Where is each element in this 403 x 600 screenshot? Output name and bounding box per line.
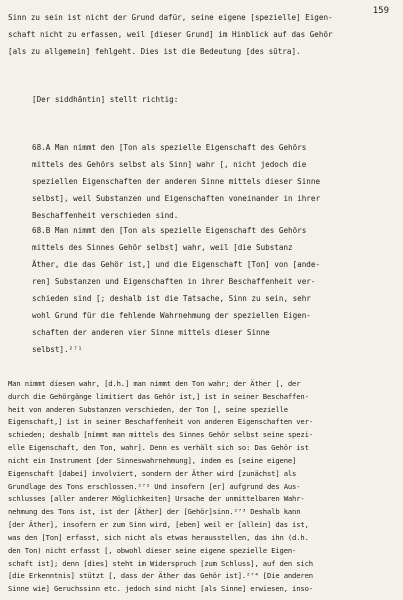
text-line: Beschaffenheit verschieden sind. <box>32 211 179 220</box>
text-line: Sinne wie] Geruchssinn etc. jedoch sind nicht [als Sinne] erwiesen, inso- <box>8 584 313 594</box>
text-line: elle Eigenschaft, den Ton, wahr]. Denn es verhält sich so: Das Gehör ist <box>8 443 309 453</box>
text-line: schieden sind [; deshalb ist die Tatsache, Sinn zu sein, sehr <box>32 294 311 303</box>
text-line: nicht ein Instrument [der Sinneswahrnehmung], indem es [seine eigene] <box>8 455 297 465</box>
text-line: selbst], weil Substanzen und Eigenschaften voneinander in ihrer <box>32 194 321 203</box>
text-line: schaften der anderen vier Sinne mittels dieser Sinne <box>32 328 270 337</box>
text-line: 68.B Man nimmt den [Ton als spezielle Eigenschaft des Gehörs <box>32 226 307 235</box>
text-line: 68.A Man nimmt den [Ton als spezielle Eigenschaft des Gehörs <box>32 143 307 152</box>
text-line: schaft ist]; denn [dies] steht im Widerspruch [zum Schluss], auf den sich <box>8 558 313 568</box>
text-line: Äther, die das Gehör ist,] und die Eigenschaft [Ton] von [ande- <box>32 260 321 269</box>
text-line: [der Äther], insofern er zum Sinn wird, [eben] weil er [allein] das ist, <box>8 520 309 530</box>
text-line: Eigenschaft,] ist in seiner Beschaffenheit von anderen Eigenschaften ver- <box>8 417 313 427</box>
text-line: speziellen Eigenschaften der anderen Sinne mittels dieser Sinne <box>32 177 321 186</box>
text-line: Eigenschaft [dabei] involviert, sondern der Äther wird [zunächst] als <box>8 468 297 478</box>
page-number: 159 <box>372 6 389 16</box>
text-line: ren] Substanzen und Eigenschaften in ihrer Beschaffenheit ver- <box>32 277 316 286</box>
text-line: schaft nicht zu erfassen, weil [dieser Grund] im Hinblick auf das Gehör <box>8 30 333 39</box>
text-line: nehmung des Tons ist, ist der [Äther] der [Gehör]sinn.²⁷³ Deshalb kann <box>8 507 301 517</box>
text-line: selbst].²⁷¹ <box>32 345 83 354</box>
text-line: Sinn zu sein ist nicht der Grund dafür, seine eigene [spezielle] Eigen- <box>8 13 333 22</box>
text-line: [als zu allgemein] fehlgeht. Dies ist die Bedeutung [des sūtra]. <box>8 47 301 56</box>
text-line: schlusses [aller anderer Möglichkeiten] Ursache der unmittelbaren Wahr- <box>8 494 305 504</box>
text-line: mittels des Sinnes Gehör selbst] wahr, weil [die Substanz <box>32 243 293 252</box>
text-line: mittels des Gehörs selbst als Sinn] wahr [, nicht jedoch die <box>32 160 307 169</box>
text-line: heit von anderen Substanzen verschieden, der Ton [, seine spezielle <box>8 404 288 414</box>
text-line: Man nimmt diesen wahr, [d.h.] man nimmt den Ton wahr; der Äther [, der <box>8 379 301 388</box>
text-line: schieden; deshalb [nimmt man mittels des Sinnes Gehör selbst seine spezi- <box>8 430 313 440</box>
text-line: Grundlage des Tons erschlossen.²⁷² Und insofern [er] aufgrund des Aus- <box>8 481 301 491</box>
text-line: wohl Grund für die fehlende Wahrnehmung der speziellen Eigen- <box>32 311 311 320</box>
text-line: [die Erkenntnis] stützt [, dass der Äther das Gehör ist].²⁷⁴ [Die anderen <box>8 571 313 581</box>
text-line: durch die Gehörgänge limitiert das Gehör ist,] ist in seiner Beschaffen- <box>8 391 309 401</box>
text-line: was den [Ton] erfasst, sich nicht als etwas herausstellen, das ihn (d.h. <box>8 532 309 542</box>
text-line: den Ton) nicht erfasst [, obwohl dieser seine eigene spezielle Eigen- <box>8 545 297 555</box>
section-heading: [Der siddhāntin] stellt richtig: <box>32 95 179 104</box>
